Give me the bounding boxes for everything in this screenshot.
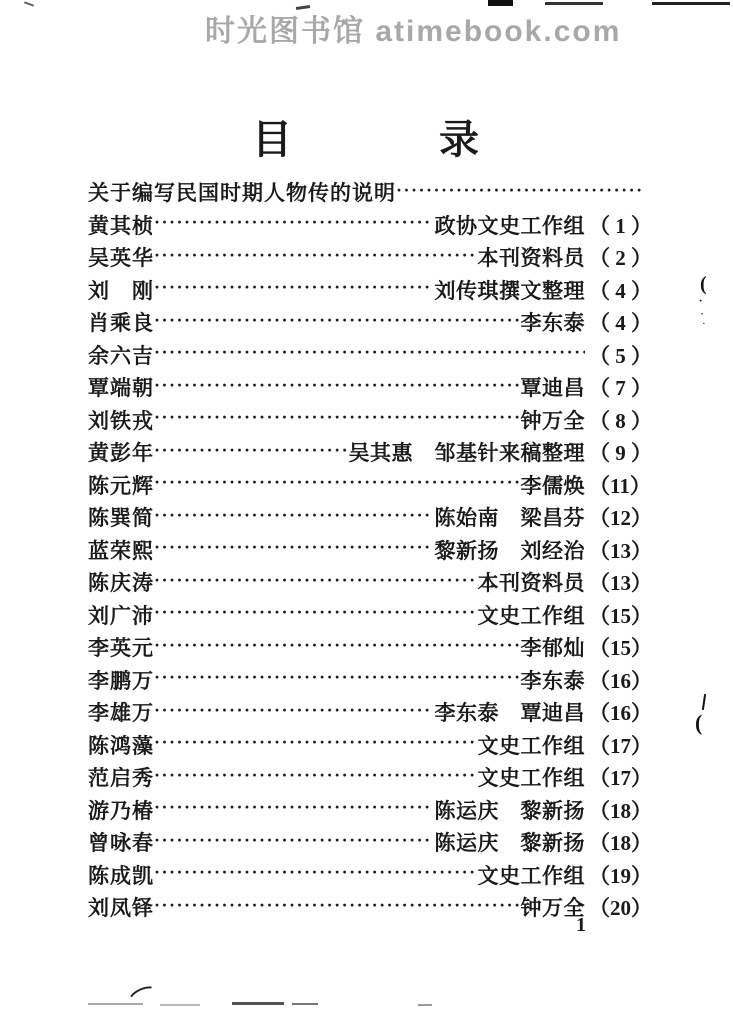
dot-leader: [154, 440, 347, 461]
toc-row: [88, 566, 665, 599]
dot-leader: [396, 180, 641, 201]
entry-page: （18）: [589, 831, 652, 856]
scan-artifact-right-dot-3: ·: [702, 318, 706, 330]
scan-artifact-bottom-curl: [126, 983, 160, 1010]
entry-attribution: 文史工作组: [477, 603, 585, 628]
toc-row: [88, 761, 665, 794]
toc-row: [88, 631, 665, 664]
entry-attribution: 陈运庆 黎新扬: [434, 798, 585, 823]
dot-leader: [154, 635, 519, 656]
entry-attribution: 文史工作组: [477, 863, 585, 888]
entry-name: 肖乘良: [88, 311, 154, 336]
scan-artifact-top-bar-2: [545, 2, 603, 5]
entry-name: 陈元辉: [88, 473, 154, 498]
dot-leader: [154, 570, 476, 591]
entry-attribution: 李儒焕: [520, 473, 585, 498]
dot-leader: [154, 700, 433, 721]
toc-row: [88, 339, 665, 372]
dot-leader: [154, 895, 519, 916]
entry-page: （15）: [589, 603, 652, 628]
dot-leader: [154, 667, 519, 688]
dot-leader: [154, 310, 519, 331]
folio-page-number: 1: [576, 914, 586, 936]
toc-row: [88, 696, 665, 729]
entry-name: 李鹏万: [88, 668, 154, 693]
dot-leader: [154, 505, 433, 526]
toc-row: [88, 826, 665, 859]
entry-attribution: 覃迪昌: [520, 376, 585, 401]
entry-name: 蓝荣熙: [88, 538, 154, 563]
entry-page: （ 4 ）: [589, 278, 652, 303]
entry-name: 覃端朝: [88, 376, 154, 401]
dot-leader: [154, 732, 476, 753]
toc-row: [88, 859, 665, 892]
toc-row: [88, 501, 665, 534]
dot-leader: [154, 375, 519, 396]
entry-name: 李英元: [88, 636, 154, 661]
dot-leader: [154, 277, 433, 298]
scan-artifact-bottom-bar-4: [292, 1003, 318, 1005]
dot-leader: [154, 602, 476, 623]
toc-row: [88, 599, 665, 632]
entry-attribution: 黎新扬 刘经治: [434, 538, 585, 563]
entry-name: 李雄万: [88, 701, 154, 726]
toc-list: [88, 176, 665, 924]
entry-name: 吴英华: [88, 246, 154, 271]
entry-page: （19）: [589, 863, 652, 888]
entry-page: （ 7 ）: [589, 376, 652, 401]
entry-name: 范启秀: [88, 766, 154, 791]
toc-row: [88, 371, 665, 404]
entry-page: （ 8 ）: [589, 408, 652, 433]
dot-leader: [154, 797, 433, 818]
toc-row: [88, 404, 665, 437]
toc-row: [88, 241, 665, 274]
scan-artifact-right-dot-2: ·: [700, 306, 705, 321]
entry-page: （16）: [589, 701, 652, 726]
entry-attribution: 李东泰: [520, 311, 585, 336]
entry-page: （ 1 ）: [589, 213, 652, 238]
entry-page: （17）: [589, 766, 652, 791]
entry-attribution: 李郁灿: [520, 636, 585, 661]
page-title: [0, 108, 733, 165]
entry-page: （11）: [589, 473, 651, 498]
title-char-left: 目: [252, 117, 294, 162]
watermark: 时光图书馆 atimebook.com: [205, 15, 622, 48]
entry-page: （18）: [589, 798, 652, 823]
toc-row: [88, 729, 665, 762]
entry-page: （12）: [589, 506, 652, 531]
entry-attribution: 本刊资料员: [477, 246, 585, 271]
scan-artifact-bottom-bar-5: [418, 1004, 432, 1006]
entry-page: （ 5 ）: [589, 343, 652, 368]
entry-page: （ 2 ）: [589, 246, 652, 271]
toc-row: [88, 664, 665, 697]
entry-page: （16）: [589, 668, 652, 693]
scan-artifact-top-bar-3: [652, 2, 730, 5]
entry-page: （17）: [589, 733, 652, 758]
toc-row: [88, 534, 665, 567]
toc-row: [88, 469, 665, 502]
entry-name: 刘凤铎: [88, 896, 154, 921]
entry-attribution: 刘传琪撰文整理: [434, 278, 585, 303]
dot-leader: [154, 537, 433, 558]
entry-name: 刘广沛: [88, 603, 154, 628]
scan-artifact-right-dot-1: ·: [698, 293, 704, 310]
entry-page: （20）: [589, 896, 652, 921]
dot-leader: [154, 245, 476, 266]
dot-leader: [154, 407, 519, 428]
entry-attribution: 政协文史工作组: [434, 213, 585, 238]
dot-leader: [154, 765, 476, 786]
entry-name: 曾咏春: [88, 831, 154, 856]
scan-artifact-right-paren-1: (: [700, 273, 707, 295]
entry-name: 陈成凯: [88, 863, 154, 888]
dot-leader: [154, 830, 433, 851]
scan-artifact-bottom-bar-2: [160, 1004, 200, 1006]
dot-leader: [154, 212, 433, 233]
toc-row: [88, 794, 665, 827]
toc-row: [88, 274, 665, 307]
entry-page: （15）: [589, 636, 652, 661]
entry-name: 关于编写民国时期人物传的说明: [88, 181, 396, 206]
entry-name: 黄其桢: [88, 213, 154, 238]
entry-page: （ 9 ）: [589, 441, 652, 466]
scan-artifact-bottom-bar-1: [88, 1003, 143, 1005]
dot-leader: [154, 862, 476, 883]
entry-page: （13）: [589, 538, 652, 563]
entry-name: 刘铁戎: [88, 408, 154, 433]
entry-attribution: 钟万全: [520, 896, 585, 921]
entry-name: 黄彭年: [88, 441, 154, 466]
scan-artifact-top-dash-2: [24, 1, 34, 6]
entry-attribution: 陈运庆 黎新扬: [434, 831, 585, 856]
dot-leader: [154, 342, 585, 363]
entry-name: 余六吉: [88, 343, 154, 368]
entry-attribution: 陈始南 梁昌芬: [434, 506, 585, 531]
entry-name: 游乃椿: [88, 798, 154, 823]
title-char-right: 录: [439, 117, 481, 162]
entry-attribution: 李东泰 覃迪昌: [434, 701, 585, 726]
entry-name: 陈庆涛: [88, 571, 154, 596]
entry-attribution: 钟万全: [520, 408, 585, 433]
entry-name: 陈鸿藻: [88, 733, 154, 758]
scan-artifact-bottom-bar-3: [232, 1002, 284, 1005]
entry-attribution: 吴其惠 邹基针来稿整理: [348, 441, 585, 466]
entry-name: 刘 刚: [88, 278, 154, 303]
toc-row: [88, 306, 665, 339]
dot-leader: [154, 472, 519, 493]
toc-row: [88, 436, 665, 469]
toc-preface-row: [88, 176, 665, 209]
entry-attribution: 李东泰: [520, 668, 585, 693]
entry-name: 陈巽简: [88, 506, 154, 531]
entry-attribution: 文史工作组: [477, 766, 585, 791]
entry-attribution: 文史工作组: [477, 733, 585, 758]
scan-artifact-right-paren-2: (: [695, 710, 703, 735]
scan-artifact-right-tick: [702, 694, 706, 710]
toc-row: [88, 209, 665, 242]
entry-page: （ 4 ）: [589, 311, 652, 336]
entry-page: （13）: [589, 571, 652, 596]
entry-attribution: 本刊资料员: [477, 571, 585, 596]
